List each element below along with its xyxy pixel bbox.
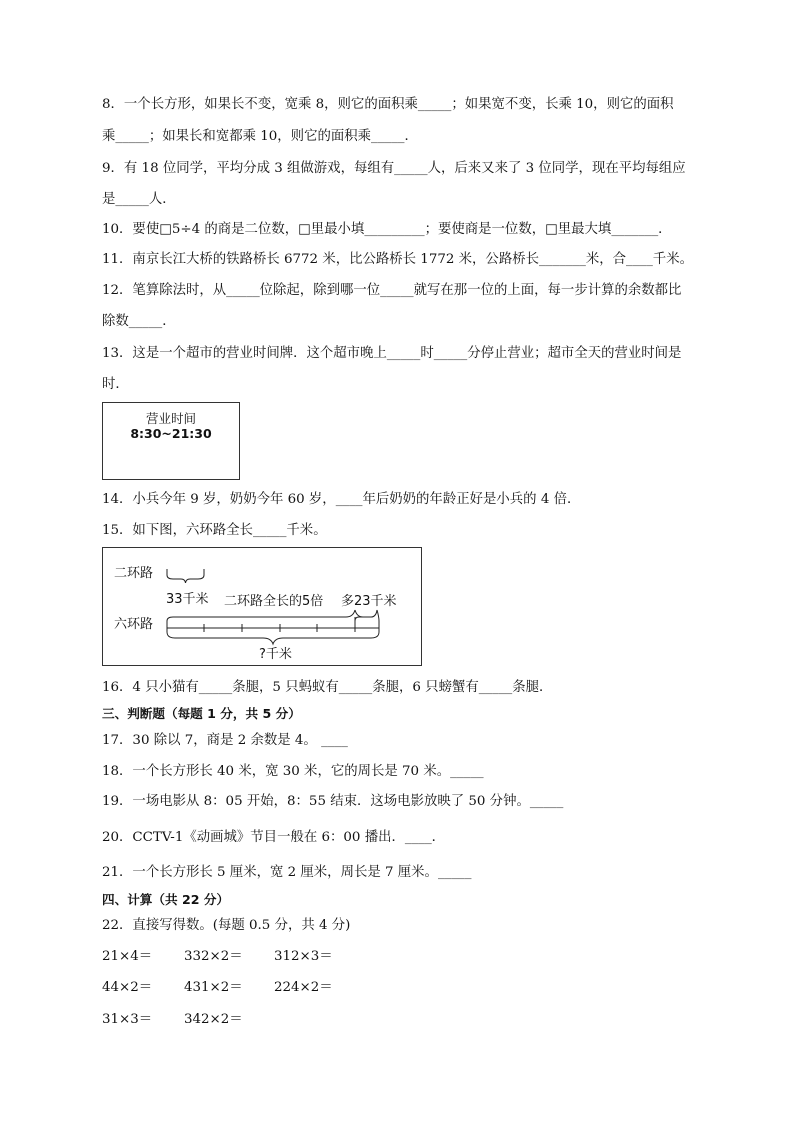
section-3-heading: 三、判断题（每题 1 分，共 5 分） xyxy=(102,706,301,721)
calc-item: 342×2＝ xyxy=(184,1012,243,1027)
question-12-line-1: 12．笔算除法时，从_____位除起，除到哪一位_____就写在那一位的上面，每一步计算的余数都比 xyxy=(102,283,682,298)
question-19: 19．一场电影从 8：05 开始，8：55 结束．这场电影放映了 50 分钟。_____ xyxy=(102,794,564,809)
diagram-lines xyxy=(103,548,421,665)
question-16: 16．4 只小猫有_____条腿，5 只蚂蚁有_____条腿，6 只螃蟹有_____条腿． xyxy=(102,680,553,695)
question-18: 18．一个长方形长 40 米，宽 30 米，它的周长是 70 米。_____ xyxy=(102,764,484,779)
question-22: 22．直接写得数。(每题 0.5 分，共 4 分) xyxy=(102,918,351,933)
calc-item: 312×3＝ xyxy=(274,949,333,964)
ring-road-diagram xyxy=(102,547,422,666)
question-9-line-1: 9．有 18 位同学，平均分成 3 组做游戏，每组有_____人，后来又来了 3 位同学，现在平均每组应 xyxy=(102,161,686,176)
calc-item: 21×4＝ xyxy=(102,949,153,964)
section-4-heading: 四、计算（共 22 分） xyxy=(102,892,230,907)
question-8-line-1: 8．一个长方形，如果长不变，宽乘 8，则它的面积乘_____；如果宽不变，长乘 10，则它的面积 xyxy=(102,97,674,112)
multiple-label: 二环路全长的5倍 xyxy=(224,594,324,609)
ring2-label: 二环路 xyxy=(114,566,154,581)
calc-item: 431×2＝ xyxy=(184,980,243,995)
sign-hours: 8:30~21:30 xyxy=(130,426,212,441)
question-8-line-2: 乘_____；如果长和宽都乘 10，则它的面积乘_____． xyxy=(102,129,418,144)
question-14: 14．小兵今年 9 岁，奶奶今年 60 岁，____年后奶奶的年龄正好是小兵的 4 倍． xyxy=(102,492,581,507)
question-13-line-1: 13．这是一个超市的营业时间牌．这个超市晚上_____时_____分停止营业；超市全天的营业时间是 xyxy=(102,346,682,361)
calc-item: 31×3＝ xyxy=(102,1012,153,1027)
ring2-value: 33千米 xyxy=(166,592,209,607)
question-9-line-2: 是_____人． xyxy=(102,192,176,207)
calc-item: 224×2＝ xyxy=(274,980,333,995)
business-hours-sign xyxy=(102,402,240,480)
question-20: 20．CCTV-1《动画城》节目一般在 6：00 播出．____． xyxy=(102,830,446,845)
ring6-label: 六环路 xyxy=(114,617,154,632)
question-15: 15．如下图，六环路全长_____千米。 xyxy=(102,523,327,538)
question-13-line-2: 时． xyxy=(102,377,129,392)
total-label: ?千米 xyxy=(259,647,292,662)
extra-label: 多23千米 xyxy=(341,594,397,609)
sign-title: 营业时间 xyxy=(145,411,196,426)
calc-item: 332×2＝ xyxy=(184,949,243,964)
question-12-line-2: 除数_____． xyxy=(102,314,176,329)
question-10: 10．要使□5÷4 的商是二位数，□里最小填_________；要使商是一位数，□里最大填_______． xyxy=(102,222,672,237)
calc-item: 44×2＝ xyxy=(102,980,153,995)
question-17: 17．30 除以 7，商是 2 余数是 4。 ____ xyxy=(102,733,348,748)
question-11: 11．南京长江大桥的铁路桥长 6772 米，比公路桥长 1772 米，公路桥长_______米，合____千米。 xyxy=(102,252,693,267)
question-21: 21．一个长方形长 5 厘米，宽 2 厘米，周长是 7 厘米。_____ xyxy=(102,865,472,880)
